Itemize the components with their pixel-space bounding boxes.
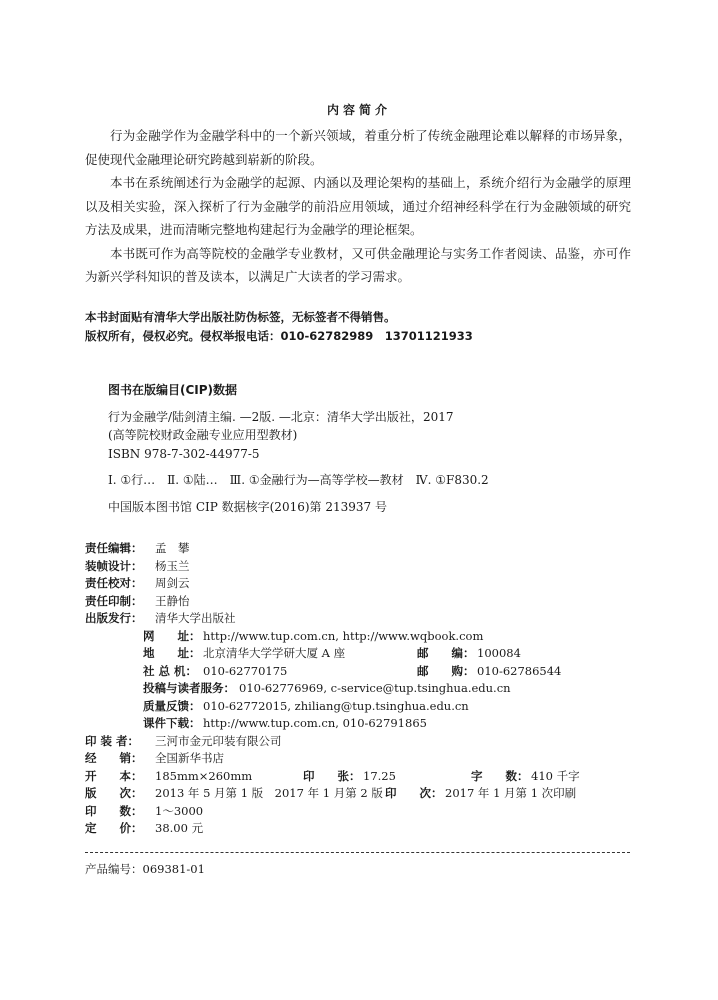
credit-value: 38.00 元 — [155, 821, 204, 835]
credit-label: 社 总 机： — [143, 663, 198, 678]
switchboard-value: 010-62770175 — [203, 663, 288, 678]
credit-label: 责任编辑： — [85, 541, 143, 555]
cip-verification: 中国版本图书馆 CIP 数据核字(2016)第 213937 号 — [108, 499, 387, 514]
credit-row-printer — [85, 733, 645, 751]
credit-value: 孟 攀 — [155, 541, 190, 555]
credit-value: 1～3000 — [155, 803, 204, 818]
credit-row-proofreader — [85, 575, 645, 593]
cip-block — [108, 381, 489, 516]
piracy-report-notice: 版权所有，侵权必究。侵权举报电话：010-62782989 13701121933 — [85, 328, 473, 343]
copyright-notice — [85, 308, 473, 345]
cip-line-2: (高等院校财政金融专业应用型教材) — [108, 428, 298, 442]
credit-label: 责任校对： — [85, 576, 143, 590]
credit-row-editor — [85, 540, 645, 558]
intro-section — [85, 124, 631, 289]
credit-row-submission — [85, 680, 645, 698]
cip-classification: Ⅰ. ①行… Ⅱ. ①陆… Ⅲ. ①金融行为—高等学校—教材 Ⅳ. ①F830.2 — [108, 473, 489, 487]
credit-label: 字 数： — [471, 768, 529, 783]
product-code: 产品编号：069381-01 — [85, 862, 205, 876]
credit-value: 杨玉兰 — [155, 558, 190, 573]
address-value: 北京清华大学学研大厦 A 座 — [203, 646, 346, 660]
credit-row-designer — [85, 558, 645, 576]
credit-label: 质量反馈： — [143, 698, 201, 713]
intro-paragraph-3: 本书既可作为高等院校的金融学专业教材，又可供金融理论与实务工作者阅读、品鉴，亦可作为新兴学科知识的普及读本，以满足广大读者的学习需求。 — [85, 245, 631, 284]
intro-paragraph-1: 行为金融学作为金融学科中的一个新兴领域，着重分析了传统金融理论难以解释的市场异象，促使现代金融理论研究跨越到崭新的阶段。 — [85, 128, 631, 167]
credit-label: 印 张： — [303, 768, 361, 783]
cip-line-3: ISBN 978-7-302-44977-5 — [108, 446, 260, 461]
credit-label: 投稿与读者服务： — [143, 681, 235, 695]
credit-row-distributor — [85, 750, 645, 768]
credit-row-printrun — [85, 803, 645, 821]
credit-label: 邮 购： — [417, 663, 475, 678]
credit-value: 2013 年 5 月第 1 版 2017 年 1 月第 2 版 — [155, 786, 383, 800]
impression-value: 2017 年 1 月第 1 次印刷 — [445, 786, 577, 800]
credit-label: 版 次： — [85, 786, 143, 800]
credit-label: 印 次： — [385, 786, 443, 800]
intro-paragraph-2: 本书在系统阐述行为金融学的起源、内涵以及理论架构的基础上，系统介绍行为金融学的原理以及相关实验，深入探析了行为金融学的前沿应用领域，通过介绍神经科学在行为金融领域的研究方法及成果，进而清晰完整地构建起行为金融学的理论框架。 — [85, 175, 631, 237]
courseware-value: http://www.tup.com.cn, 010-62791865 — [203, 716, 427, 730]
credit-row-switchboard — [85, 663, 645, 681]
credit-label: 装帧设计： — [85, 558, 143, 573]
credit-row-format — [85, 768, 645, 786]
credit-row-publisher — [85, 610, 645, 628]
credit-row-quality — [85, 698, 645, 716]
anti-counterfeit-notice: 本书封面贴有清华大学出版社防伪标签，无标签者不得销售。 — [85, 310, 396, 324]
credit-row-address — [85, 645, 645, 663]
credit-row-printing — [85, 593, 645, 611]
credit-label: 责任印制： — [85, 593, 143, 608]
cip-line-1: 行为金融学/陆剑清主编. —2版. —北京：清华大学出版社，2017 — [108, 409, 454, 424]
credit-label: 印 数： — [85, 803, 143, 818]
cip-heading: 图书在版编目(CIP)数据 — [108, 383, 238, 397]
credit-value: 王静怡 — [155, 593, 190, 608]
credit-value: 清华大学出版社 — [155, 611, 236, 625]
postcode-value: 100084 — [477, 646, 521, 660]
wordcount-value: 410 千字 — [531, 768, 580, 783]
sheets-value: 17.25 — [363, 768, 396, 783]
credit-label: 邮 编： — [417, 646, 475, 660]
credit-label: 出版发行： — [85, 611, 143, 625]
credit-label: 网 址： — [143, 628, 201, 643]
credit-row-edition — [85, 785, 645, 803]
credit-row-courseware — [85, 715, 645, 733]
credits-block — [85, 540, 645, 838]
quality-value: 010-62772015, zhiliang@tup.tsinghua.edu.cn — [203, 698, 469, 713]
divider — [85, 852, 630, 853]
page-title: 内容简介 — [326, 103, 391, 117]
credit-value: 三河市金元印装有限公司 — [155, 733, 282, 748]
credit-label: 印 装 者： — [85, 733, 140, 748]
credit-value: 185mm×260mm — [155, 768, 253, 783]
credit-label: 经 销： — [85, 751, 143, 765]
credit-label: 地 址： — [143, 646, 201, 660]
credit-label: 开 本： — [85, 768, 143, 783]
credit-row-website — [85, 628, 645, 646]
credit-value: 周剑云 — [155, 576, 190, 590]
mailorder-value: 010-62786544 — [477, 663, 562, 678]
credit-value: 全国新华书店 — [155, 751, 224, 765]
credit-row-price — [85, 820, 645, 838]
credit-label: 课件下载： — [143, 716, 201, 730]
website-value: http://www.tup.com.cn, http://www.wqbook.com — [203, 628, 484, 643]
submission-value: 010-62776969, c-service@tup.tsinghua.edu.cn — [239, 681, 511, 695]
credit-label: 定 价： — [85, 821, 143, 835]
